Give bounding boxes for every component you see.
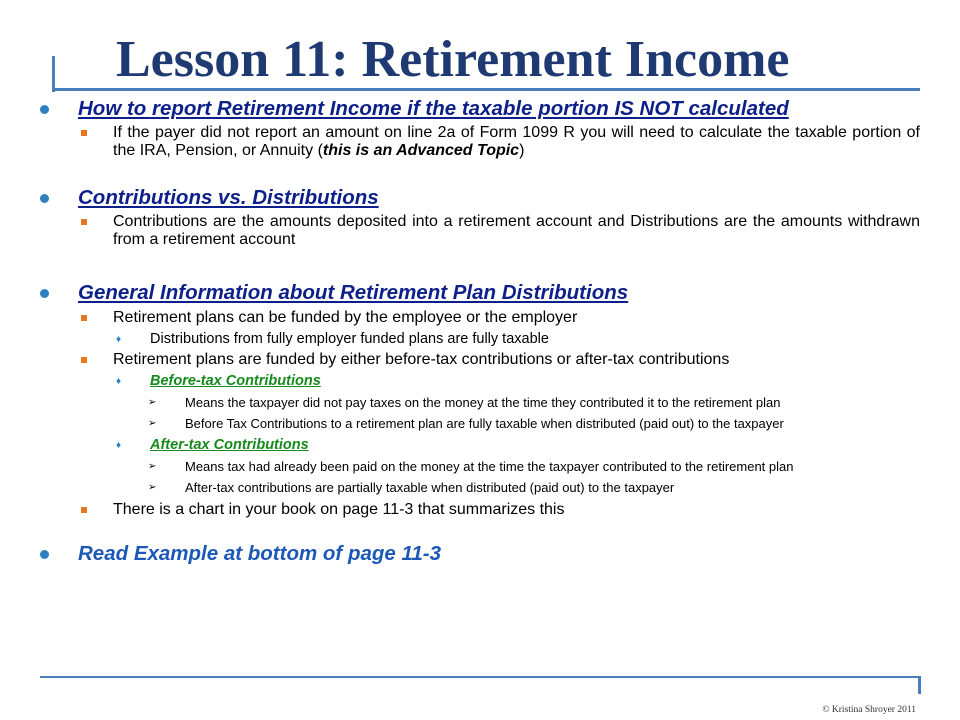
list-item (40, 351, 920, 369)
list-detail (40, 395, 920, 410)
arrowhead-bullet-icon: ➢ (148, 461, 157, 472)
section-general-information (40, 280, 920, 305)
copyright-notice: © Kristina Shroyer 2011 (822, 705, 916, 715)
footer-rule-horizontal (40, 676, 920, 678)
detail-text: After-tax contributions are partially taxable when distributed (paid out) to the taxpayer (185, 480, 675, 495)
point-text: There is a chart in your book on page 11-3 that summarizes this (113, 501, 565, 518)
list-detail (40, 459, 920, 474)
point-text: Contributions are the amounts deposited into a retirement account and Distributions are the amounts withdrawn from a retirement account (113, 213, 920, 248)
circle-bullet-icon (40, 289, 49, 298)
list-item (40, 501, 920, 519)
arrowhead-bullet-icon: ➢ (148, 397, 157, 408)
detail-text: Means the taxpayer did not pay taxes on the money at the time they contributed it to the retirement plan (185, 395, 781, 410)
advanced-topic-note: this is an Advanced Topic (322, 142, 520, 159)
circle-bullet-icon (40, 550, 49, 559)
section-contributions-distributions (40, 185, 920, 210)
square-bullet-icon (81, 130, 87, 136)
square-bullet-icon (81, 315, 87, 321)
subpoint-text: Distributions from fully employer funded plans are fully taxable (150, 331, 549, 347)
point-text: Retirement plans can be funded by the employee or the employer (113, 309, 578, 326)
heading-link-general-info[interactable]: General Information about Retirement Plan Distributions (78, 281, 629, 304)
before-tax-link[interactable]: Before-tax Contributions (150, 373, 321, 389)
section-read-example (40, 541, 920, 566)
point-text: If the payer did not report an amount on line 2a of Form 1099 R you will need to calculate the taxable portion of the IRA, Pension, or Annuity ( (113, 124, 920, 159)
detail-text: Means tax had already been paid on the money at the time the taxpayer contributed to the retirement plan (185, 459, 794, 474)
heading-link-taxable-portion[interactable]: How to report Retirement Income if the taxable portion IS NOT calculated (78, 97, 789, 120)
read-example-text: Read Example at bottom of page 11-3 (78, 542, 442, 565)
list-item (40, 309, 920, 327)
heading-link-contributions[interactable]: Contributions vs. Distributions (78, 186, 379, 209)
arrowhead-bullet-icon: ➢ (148, 418, 157, 429)
footer-rule-vertical (918, 676, 921, 694)
diamond-bullet-icon: ♦ (116, 334, 122, 345)
list-detail (40, 416, 920, 431)
point-text-end: ) (519, 142, 525, 159)
square-bullet-icon (81, 357, 87, 363)
title-rule-vertical (52, 56, 55, 92)
slide-content (40, 96, 920, 566)
point-text: Retirement plans are funded by either before-tax contributions or after-tax contributions (113, 351, 730, 368)
diamond-bullet-icon: ♦ (116, 376, 122, 387)
section-taxable-portion (40, 96, 920, 121)
slide-title: Lesson 11: Retirement Income (116, 31, 790, 88)
list-subitem-before-tax (40, 373, 920, 390)
list-detail (40, 480, 920, 495)
list-subitem (40, 331, 920, 348)
arrowhead-bullet-icon: ➢ (148, 482, 157, 493)
detail-text: Before Tax Contributions to a retirement plan are fully taxable when distributed (paid out) to the taxpayer (185, 416, 784, 431)
square-bullet-icon (81, 219, 87, 225)
square-bullet-icon (81, 507, 87, 513)
list-subitem-after-tax (40, 437, 920, 454)
after-tax-link[interactable]: After-tax Contributions (150, 437, 309, 453)
circle-bullet-icon (40, 194, 49, 203)
list-item (40, 124, 920, 160)
circle-bullet-icon (40, 105, 49, 114)
list-item (40, 213, 920, 249)
diamond-bullet-icon: ♦ (116, 440, 122, 451)
